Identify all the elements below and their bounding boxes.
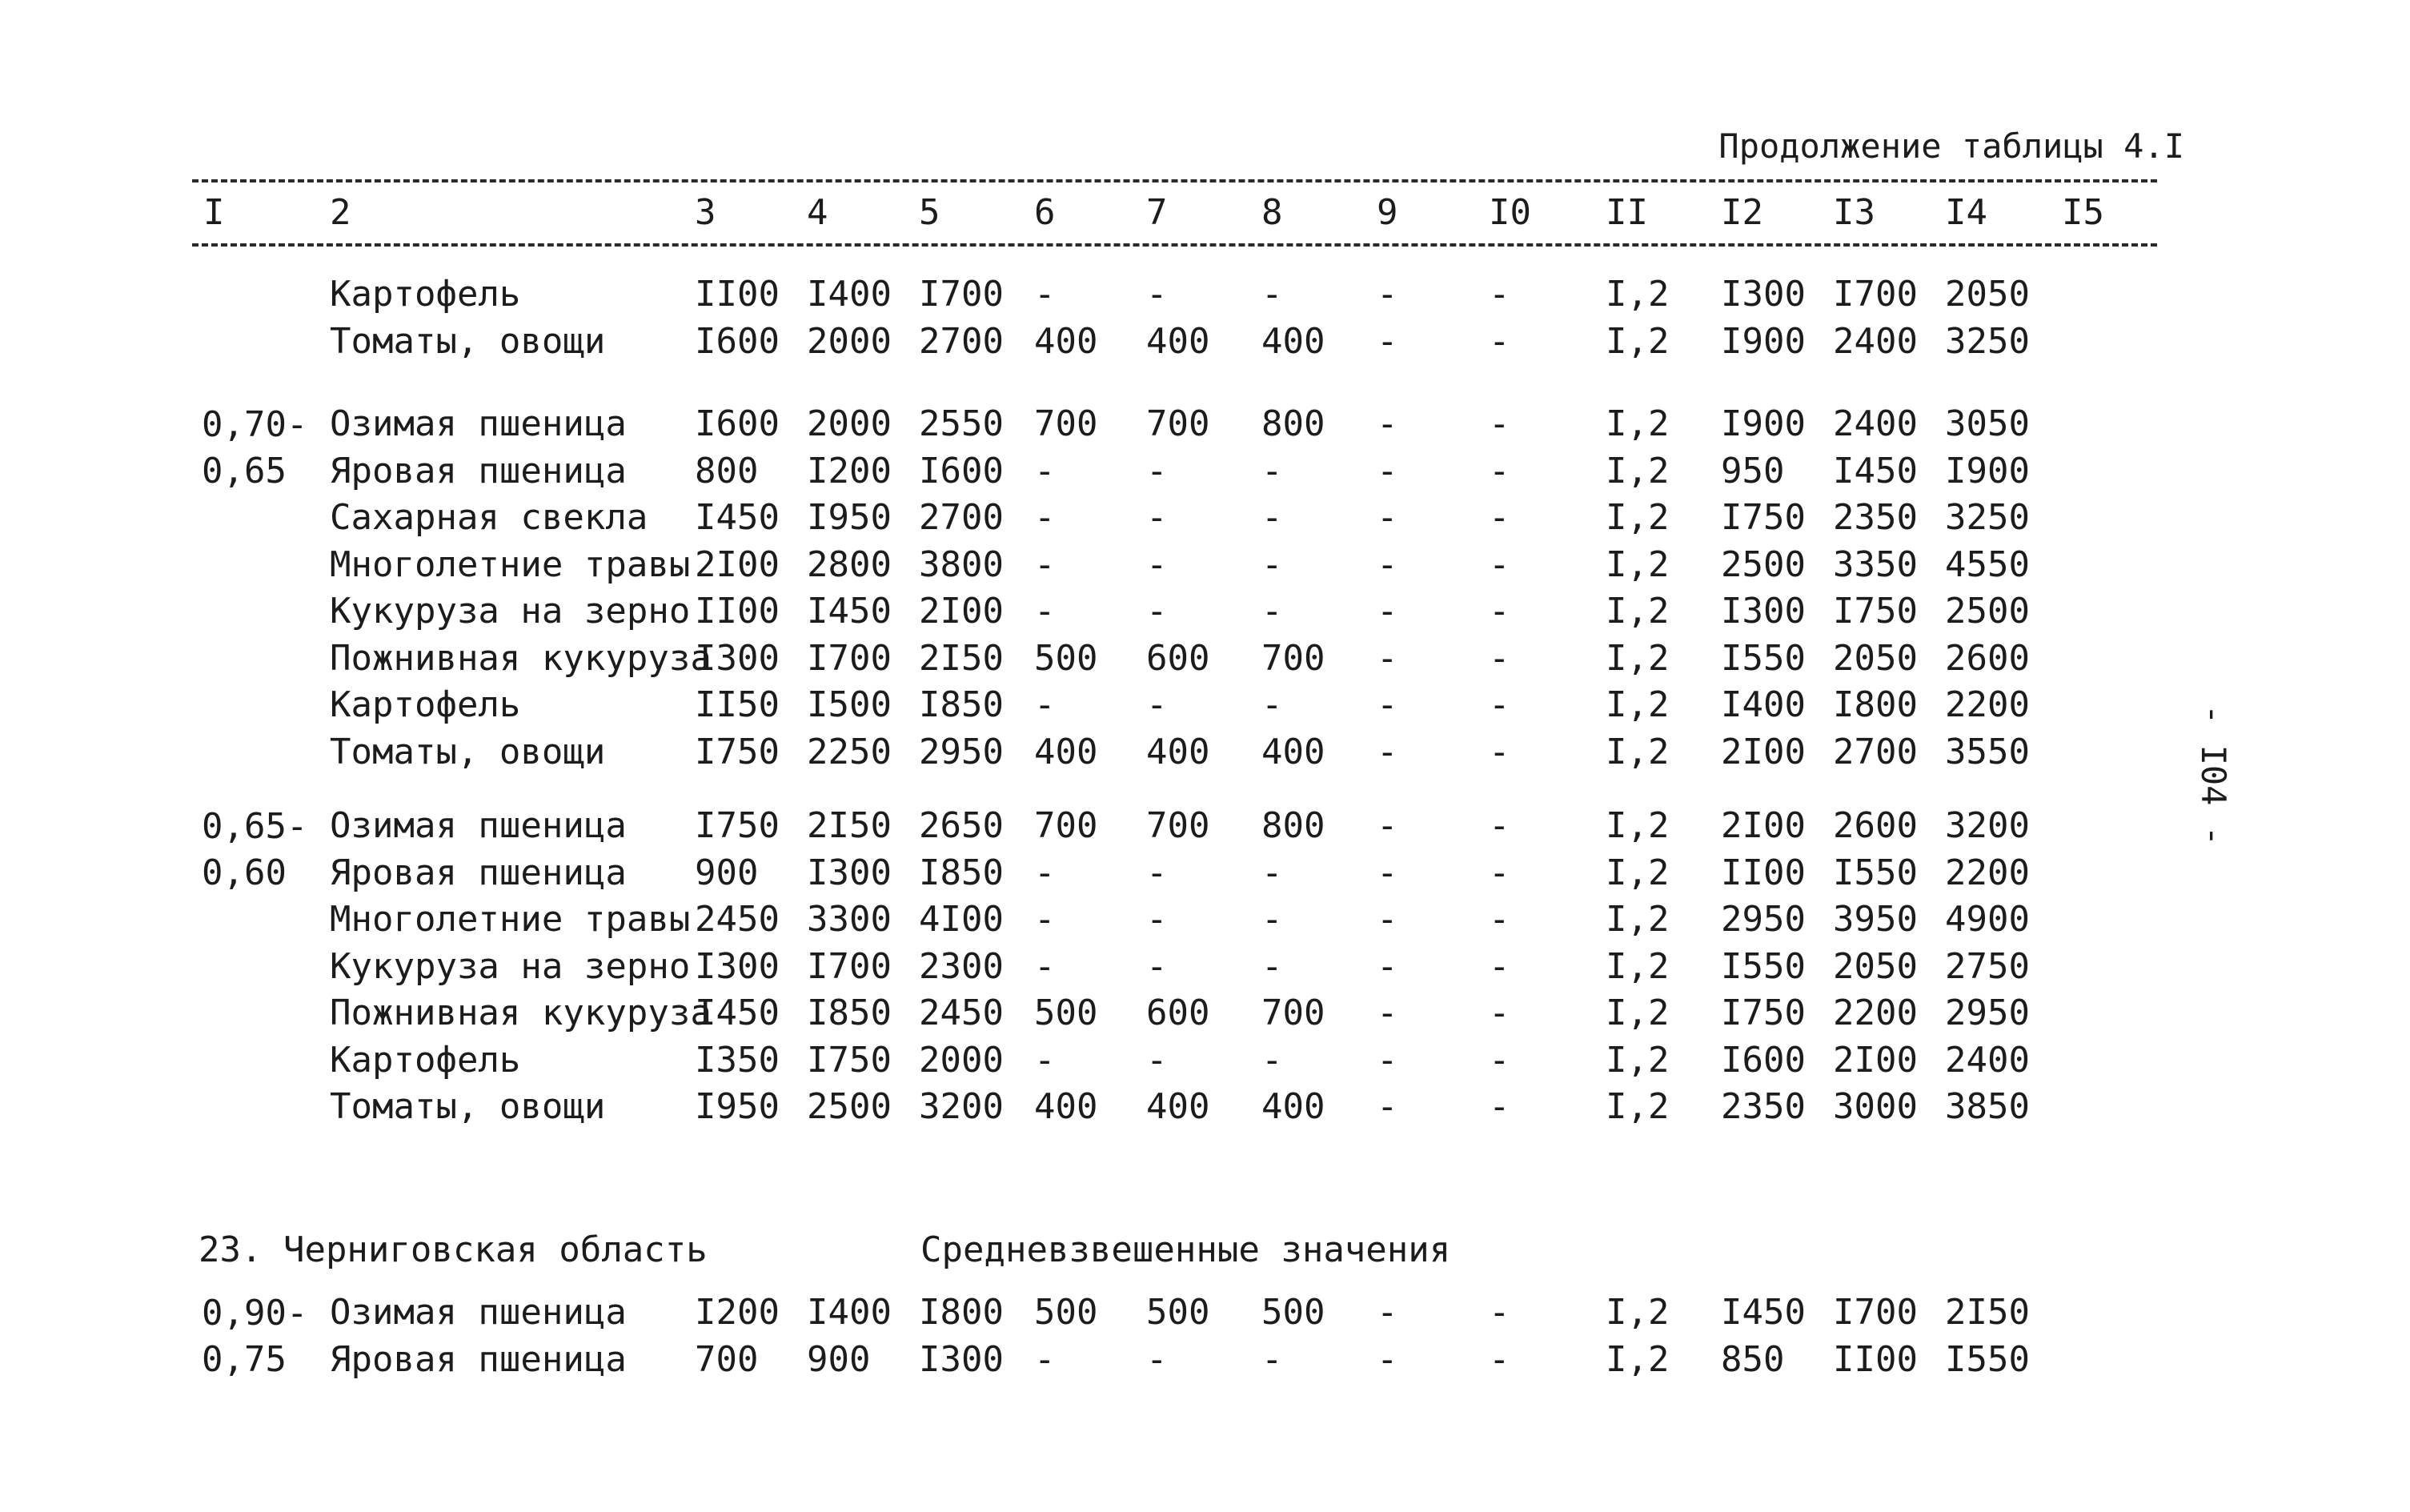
table-cell: - [1146,497,1168,538]
table-cell: I950 [695,1086,780,1127]
table-cell: - [1489,403,1510,444]
table-cell: I,2 [1606,899,1670,940]
table-cell: I400 [807,274,892,315]
crop-name: Картофель [330,684,521,725]
table-cell: I450 [1833,450,1918,491]
table-cell: 2I00 [919,591,1004,632]
table-cell: I450 [695,993,780,1033]
section-subtitle: Средневзвешенные значения [920,1229,1451,1270]
table-cell: - [1489,497,1510,538]
table-cell: I600 [695,320,780,362]
table-cell: 400 [1034,731,1098,772]
table-cell: - [1489,731,1510,772]
table-cell: I550 [1721,637,1806,679]
crop-name: Кукуруза на зерно [330,945,691,987]
table-cell: 2I00 [1833,1039,1918,1081]
table-cell: I,2 [1606,274,1670,315]
table-cell: 700 [1034,403,1098,444]
table-cell: 2500 [807,1086,892,1127]
page-number: - I04 - [2194,704,2233,847]
table-cell: 3800 [919,543,1004,585]
table-cell: 400 [1034,1086,1098,1127]
table-cell: 400 [1146,1086,1210,1127]
table-cell: I600 [919,450,1004,491]
table-cell: 600 [1146,637,1210,679]
crop-name: Томаты, овощи [330,320,606,362]
table-cell: - [1146,591,1168,632]
table-cell: I700 [919,274,1004,315]
table-cell: - [1489,1292,1510,1333]
table-cell: - [1146,684,1168,725]
table-cell: - [1377,1292,1398,1333]
table-cell: 900 [807,1338,871,1380]
table-cell: 700 [1261,993,1325,1033]
table-cell: 2600 [1945,637,2030,679]
table-cell: II00 [1721,852,1806,893]
table-cell: - [1377,1338,1398,1380]
table-cell: 2I50 [919,637,1004,679]
crop-name: Пожнивная кукуруза [330,637,712,679]
table-cell: - [1261,274,1283,315]
table-cell: I600 [695,403,780,444]
table-cell: I850 [919,852,1004,893]
table-cell: - [1034,1039,1056,1081]
table-cell: 2I00 [1721,731,1806,772]
group-label: 0,70- 0,65 [202,404,308,491]
table-cell: I,2 [1606,1086,1670,1127]
table-cell: II00 [1833,1338,1918,1380]
table-cell: 2050 [1833,945,1918,987]
crop-name: Озимая пшеница [330,805,627,846]
table-cell: I750 [1721,497,1806,538]
column-header: 2 [330,192,351,233]
crop-name: Яровая пшеница [330,852,627,893]
table-cell: 2950 [1945,993,2030,1033]
table-cell: - [1489,320,1510,362]
table-cell: I,2 [1606,403,1670,444]
column-header: 4 [807,192,828,233]
table-cell: - [1377,450,1398,491]
table-cell: I,2 [1606,1039,1670,1081]
table-cell: - [1489,899,1510,940]
table-cell: - [1146,1338,1168,1380]
table-cell: 3200 [919,1086,1004,1127]
table-cell: 700 [1146,403,1210,444]
table-cell: 2I00 [1721,805,1806,846]
table-cell: 2000 [919,1039,1004,1081]
table-cell: 500 [1034,1292,1098,1333]
table-cell: I,2 [1606,497,1670,538]
table-cell: 2550 [919,403,1004,444]
table-cell: 700 [1146,805,1210,846]
table-cell: - [1489,591,1510,632]
table-cell: 500 [1034,993,1098,1033]
crop-name: Озимая пшеница [330,403,627,444]
table-cell: 2350 [1721,1086,1806,1127]
table-cell: 4900 [1945,899,2030,940]
table-cell: 2200 [1945,852,2030,893]
table-cell: - [1377,403,1398,444]
table-cell: 2400 [1833,320,1918,362]
table-cell: I450 [1721,1292,1806,1333]
table-cell: 2200 [1833,993,1918,1033]
table-cell: I700 [807,637,892,679]
table-cell: - [1489,543,1510,585]
table-cell: 4550 [1945,543,2030,585]
table-cell: - [1034,543,1056,585]
crop-name: Многолетние травы [330,899,691,940]
column-header: 9 [1377,192,1398,233]
table-cell: 3850 [1945,1086,2030,1127]
crop-name: Картофель [330,274,521,315]
table-cell: 2200 [1945,684,2030,725]
table-cell: - [1261,1039,1283,1081]
table-cell: 2000 [807,403,892,444]
table-cell: I,2 [1606,1338,1670,1380]
column-header: I4 [1945,192,1987,233]
table-cell: 2700 [1833,731,1918,772]
table-cell: - [1377,993,1398,1033]
table-cell: - [1377,274,1398,315]
table-cell: - [1377,852,1398,893]
table-cell: 700 [695,1338,759,1380]
table-cell: I,2 [1606,945,1670,987]
table-cell: - [1377,684,1398,725]
table-cell: 2300 [919,945,1004,987]
table-cell: - [1034,684,1056,725]
table-cell: I,2 [1606,450,1670,491]
column-header: I5 [2062,192,2104,233]
table-cell: - [1377,543,1398,585]
table-cell: 2700 [919,497,1004,538]
table-cell: I750 [695,805,780,846]
table-cell: 3550 [1945,731,2030,772]
table-cell: 400 [1034,320,1098,362]
table-cell: - [1261,497,1283,538]
section-title: 23. Черниговская область [198,1229,708,1270]
table-cell: I450 [695,497,780,538]
table-cell: - [1034,852,1056,893]
table-cell: - [1034,497,1056,538]
table-cell: I,2 [1606,543,1670,585]
table-cell: - [1377,497,1398,538]
table-cell: 2350 [1833,497,1918,538]
table-cell: I,2 [1606,684,1670,725]
table-cell: 400 [1261,1086,1325,1127]
table-cell: I800 [919,1292,1004,1333]
table-cell: 2400 [1833,403,1918,444]
table-cell: - [1034,274,1056,315]
table-cell: 3350 [1833,543,1918,585]
table-cell: - [1489,805,1510,846]
table-cell: - [1146,899,1168,940]
table-cell: - [1034,450,1056,491]
table-cell: 3250 [1945,497,2030,538]
table-cell: I750 [807,1039,892,1081]
table-cell: I550 [1833,852,1918,893]
table-cell: - [1146,945,1168,987]
table-cell: I900 [1721,403,1806,444]
table-cell: I300 [807,852,892,893]
table-cell: - [1146,1039,1168,1081]
table-cell: 500 [1261,1292,1325,1333]
table-cell: I700 [807,945,892,987]
crop-name: Яровая пшеница [330,1338,627,1380]
table-cell: I,2 [1606,637,1670,679]
table-cell: I400 [807,1292,892,1333]
table-cell: - [1261,945,1283,987]
table-cell: 2600 [1833,805,1918,846]
table-cell: 900 [695,852,759,893]
table-cell: 2000 [807,320,892,362]
table-cell: 2650 [919,805,1004,846]
table-cell: I750 [1833,591,1918,632]
table-cell: 3200 [1945,805,2030,846]
table-cell: I800 [1833,684,1918,725]
table-cell: 2950 [919,731,1004,772]
crop-name: Томаты, овощи [330,1086,606,1127]
table-cell: - [1261,684,1283,725]
table-cell: - [1034,945,1056,987]
table-cell: - [1489,1086,1510,1127]
table-cell: I850 [807,993,892,1033]
table-cell: I,2 [1606,852,1670,893]
crop-name: Пожнивная кукуруза [330,993,712,1033]
table-cell: 700 [1034,805,1098,846]
table-cell: I900 [1721,320,1806,362]
table-cell: 2450 [919,993,1004,1033]
crop-name: Яровая пшеница [330,450,627,491]
crop-name: Сахарная свекла [330,497,648,538]
column-header: II [1606,192,1648,233]
table-cell: - [1377,805,1398,846]
table-cell: - [1489,637,1510,679]
table-cell: I,2 [1606,731,1670,772]
table-cell: I300 [695,637,780,679]
table-cell: - [1146,274,1168,315]
table-cell: I550 [1945,1338,2030,1380]
table-cell: II00 [695,274,780,315]
table-cell: - [1261,852,1283,893]
column-header: 8 [1261,192,1283,233]
table-cell: 700 [1261,637,1325,679]
table-cell: 2500 [1945,591,2030,632]
column-header: 7 [1146,192,1168,233]
table-cell: 2050 [1833,637,1918,679]
column-header: I [203,192,225,233]
table-cell: - [1489,684,1510,725]
table-cell: - [1377,899,1398,940]
column-header: I2 [1721,192,1763,233]
table-cell: II50 [695,684,780,725]
column-header: I3 [1833,192,1875,233]
table-cell: - [1261,1338,1283,1380]
table-cell: - [1489,1039,1510,1081]
crop-name: Многолетние травы [330,543,691,585]
table-cell: 3250 [1945,320,2030,362]
table-cell: 3300 [807,899,892,940]
table-cell: I550 [1721,945,1806,987]
table-cell: 2400 [1945,1039,2030,1081]
crop-name: Кукуруза на зерно [330,591,691,632]
column-header: 5 [919,192,940,233]
table-cell: 400 [1261,731,1325,772]
table-cell: I,2 [1606,591,1670,632]
table-cell: 2250 [807,731,892,772]
table-cell: 2450 [695,899,780,940]
table-cell: 3050 [1945,403,2030,444]
table-cell: - [1489,945,1510,987]
table-cell: 2500 [1721,543,1806,585]
table-cell: 2950 [1721,899,1806,940]
table-cell: 400 [1261,320,1325,362]
table-cell: I200 [807,450,892,491]
table-cell: - [1489,852,1510,893]
table-cell: I300 [919,1338,1004,1380]
table-cell: II00 [695,591,780,632]
table-cell: - [1377,1086,1398,1127]
table-cell: 2700 [919,320,1004,362]
group-label: 0,90- 0,75 [202,1293,308,1380]
group-label: 0,65- 0,60 [202,806,308,893]
table-cell: I500 [807,684,892,725]
crop-name: Томаты, овощи [330,731,606,772]
table-cell: I700 [1833,1292,1918,1333]
table-cell: - [1489,450,1510,491]
table-cell: - [1377,320,1398,362]
table-cell: I300 [1721,274,1806,315]
table-cell: I200 [695,1292,780,1333]
table-cell: 4I00 [919,899,1004,940]
table-cell: 400 [1146,320,1210,362]
table-cell: I300 [1721,591,1806,632]
column-header: 6 [1034,192,1056,233]
table-cell: - [1377,1039,1398,1081]
table-cell: - [1261,899,1283,940]
table-cell: I900 [1945,450,2030,491]
table-cell: - [1377,591,1398,632]
table-cell: I600 [1721,1039,1806,1081]
table-cell: 500 [1146,1292,1210,1333]
table-cell: I350 [695,1039,780,1081]
table-cell: 2750 [1945,945,2030,987]
table-cell: 2I50 [807,805,892,846]
table-cell: I,2 [1606,1292,1670,1333]
table-cell: - [1377,731,1398,772]
column-header: 3 [695,192,716,233]
table-cell: I750 [1721,993,1806,1033]
table-cell: I450 [807,591,892,632]
table-cell: 800 [695,450,759,491]
table-cell: 400 [1146,731,1210,772]
table-cell: - [1146,543,1168,585]
column-header: I0 [1489,192,1531,233]
table-cell: - [1146,450,1168,491]
table-cell: 2I00 [695,543,780,585]
table-cell: I,2 [1606,320,1670,362]
table-cell: I850 [919,684,1004,725]
table-cell: 800 [1261,805,1325,846]
table-cell: - [1034,1338,1056,1380]
table-cell: 2800 [807,543,892,585]
table-cell: - [1489,274,1510,315]
table-cell: 950 [1721,450,1785,491]
table-cell: - [1146,852,1168,893]
table-cell: I400 [1721,684,1806,725]
table-cell: 3950 [1833,899,1918,940]
table-cell: 600 [1146,993,1210,1033]
table-cell: - [1377,637,1398,679]
table-cell: I950 [807,497,892,538]
table-cell: - [1489,993,1510,1033]
table-cell: - [1034,591,1056,632]
table-cell: 2I50 [1945,1292,2030,1333]
crop-name: Озимая пшеница [330,1292,627,1333]
table-cell: - [1261,450,1283,491]
table-caption: Продолжение таблицы 4.I [1718,126,2184,166]
table-cell: I,2 [1606,993,1670,1033]
table-cell: - [1489,1338,1510,1380]
table-cell: 500 [1034,637,1098,679]
table-cell: - [1034,899,1056,940]
table-cell: I,2 [1606,805,1670,846]
crop-name: Картофель [330,1039,521,1081]
table-cell: 2050 [1945,274,2030,315]
table-cell: I750 [695,731,780,772]
table-cell: 3000 [1833,1086,1918,1127]
table-cell: I300 [695,945,780,987]
table-cell: - [1261,543,1283,585]
table-cell: - [1261,591,1283,632]
table-cell: 800 [1261,403,1325,444]
table-cell: 850 [1721,1338,1785,1380]
table-cell: - [1377,945,1398,987]
table-cell: I700 [1833,274,1918,315]
